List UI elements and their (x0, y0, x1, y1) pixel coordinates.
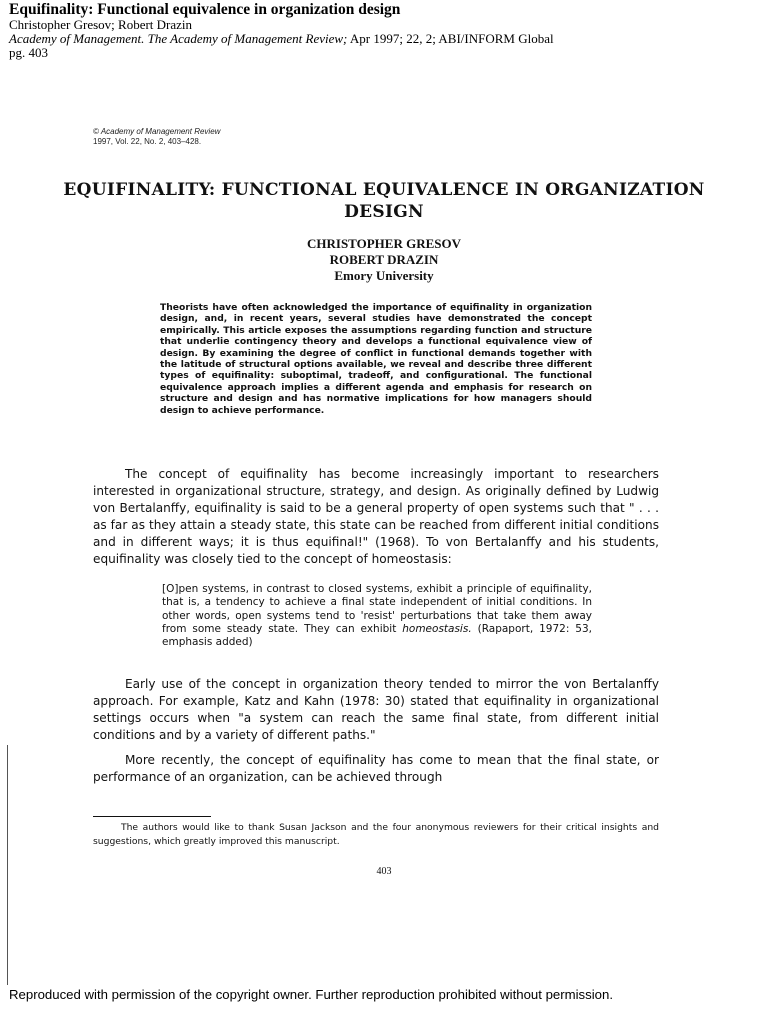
document-authors: Christopher Gresov; Robert Drazin (9, 17, 193, 32)
footnote: The authors would like to thank Susan Jackson and the four anonymous reviewers for their critical insights and suggestions, which greatly improved this manuscript. (93, 822, 659, 847)
source-journal: Academy of Management. The Academy of Management Review; (9, 31, 348, 46)
abstract: Theorists have often acknowledged the importance of equifinality in organization design, and, in recent years, several studies have demonstrated the concept empirically. This article exposes the assumptions regarding function and structure that underlie contingency theory and develops a functional equivalence view of design. By examining the degree of conflict in functional demands together with the latitude of structural options available, we reveal and describe three different types of equifinality: suboptimal, tradeoff, and configurational. The functional equivalence approach implies a different agenda and emphasis for research on structure and design and has normative implications for how managers should design to achieve performance. (160, 302, 592, 416)
document-source (9, 32, 759, 46)
paragraph-2: Early use of the concept in organization theory tended to mirror the von Bertalanffy approach. For example, Katz and Kahn (1978: 30) stated that equifinality in organizational settings occurs when "a system can reach the same final state, from different initial conditions and by a variety of different paths." (93, 677, 659, 743)
document-page-ref: pg. 403 (9, 45, 48, 60)
reproduction-notice: Reproduced with permission of the copyright owner. Further reproduction prohibited without permission. (9, 987, 614, 1002)
footnote-rule (93, 816, 211, 817)
author-2: ROBERT DRAZIN (329, 252, 439, 267)
page-number: 403 (376, 866, 392, 877)
paragraph-3: More recently, the concept of equifinality has come to mean that the final state, or performance of an organization, can be achieved through (93, 753, 659, 785)
scan-margin-line (7, 745, 8, 985)
source-issue: Apr 1997; 22, 2; ABI/INFORM Global (347, 31, 554, 46)
block-quote (162, 583, 592, 649)
document-header (9, 2, 759, 60)
quote-emphasis: homeostasis. (402, 622, 472, 635)
author-1: CHRISTOPHER GRESOV (307, 236, 461, 251)
article-authors (60, 236, 708, 284)
paragraph-1: The concept of equifinality has become increasingly important to researchers interested in organizational structure, strategy, and design. As originally defined by Ludwig von Bertalanffy, equifinality is said to be a general property of open systems such that " . . . as far as they attain a steady state, this state can be reached from different initial conditions and in different ways; it is thus equifinal!" (1968). To von Bertalanffy and his students, equifinality was closely tied to the concept of homeostasis: (93, 467, 659, 567)
quote-citation: (Rapaport, 1972: 53, emphasis added) (162, 622, 592, 649)
document-title: Equifinality: Functional equivalence in organization design (9, 1, 401, 18)
copyright-block (93, 127, 220, 147)
affiliation: Emory University (334, 268, 434, 283)
article-title: EQUIFINALITY: FUNCTIONAL EQUIVALENCE IN ORGANIZATION DESIGN (63, 180, 705, 222)
copyright-volume: 1997, Vol. 22, No. 2, 403–428. (93, 137, 202, 146)
copyright-journal: © Academy of Management Review (93, 127, 221, 136)
quote-text: [O]pen systems, in contrast to closed systems, exhibit a principle of equifinality, that is, a tendency to achieve a final state independent of initial conditions. In other words, open systems tend to 'resist' perturbations that take them away from some steady state. They can exhibit (162, 583, 592, 635)
